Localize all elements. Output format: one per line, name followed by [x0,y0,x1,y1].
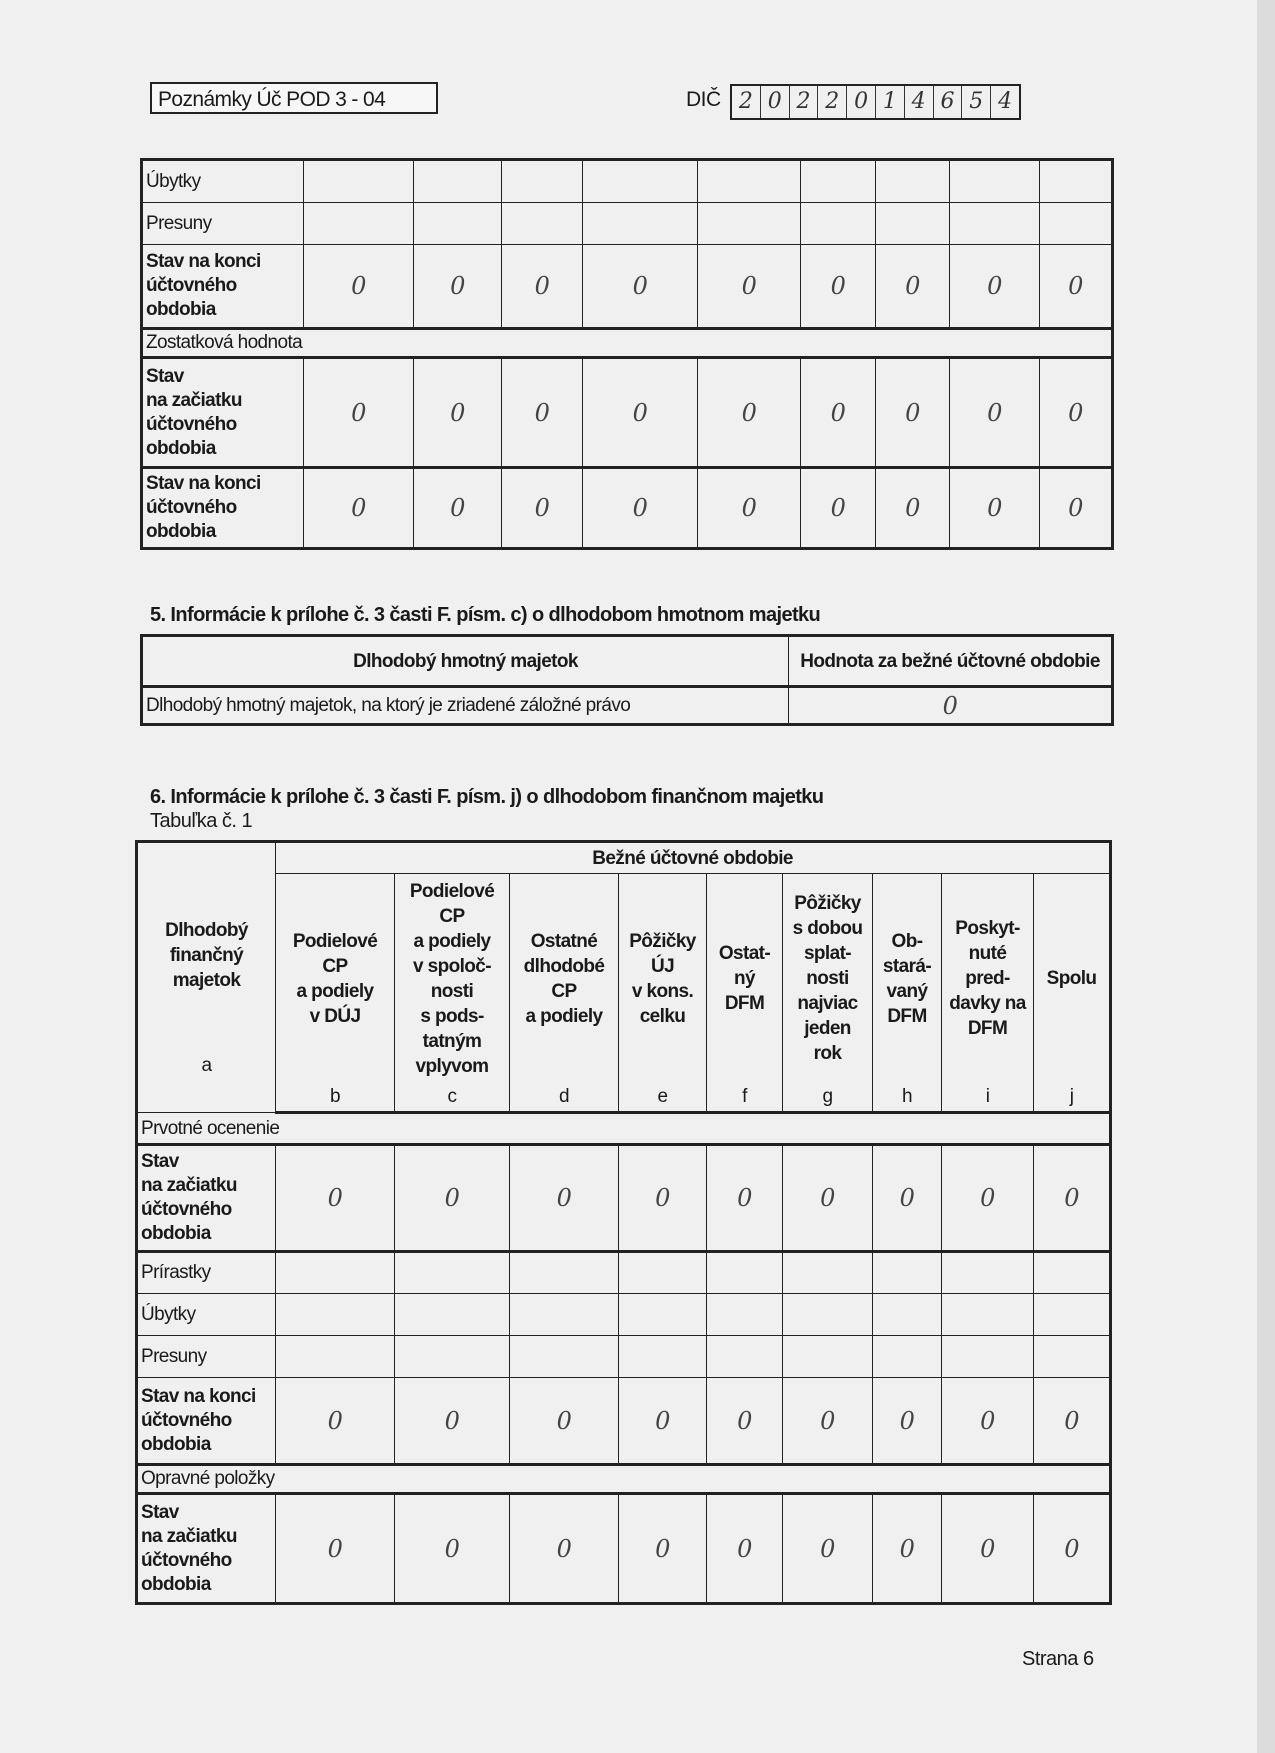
row-label: Prírastky [137,1252,276,1294]
scan-edge [1257,0,1275,1753]
value-cell[interactable] [304,203,414,245]
row-label-pledged-assets: Dlhodobý hmotný majetok, na ktorý je zriadené záložné právo [142,687,789,725]
value-cell[interactable] [619,1252,707,1294]
value-cell[interactable]: 0 [619,1378,707,1465]
dic-digit[interactable]: 2 [732,86,761,118]
value-cell[interactable]: 0 [502,468,583,549]
value-cell[interactable] [950,203,1040,245]
col-letter: h [873,1084,942,1113]
row-label: Stav na konci účtovného obdobia [142,468,304,549]
dic-digit[interactable]: 2 [818,86,847,118]
value-cell[interactable] [1040,160,1113,203]
value-cell[interactable] [395,1336,510,1378]
value-cell[interactable]: 0 [414,245,502,329]
row-label: Úbytky [137,1294,276,1336]
dic-field[interactable] [730,84,1021,120]
value-cell[interactable] [414,160,502,203]
value-cell[interactable] [783,1294,873,1336]
value-cell[interactable]: 0 [1034,1145,1111,1252]
value-cell[interactable] [942,1294,1034,1336]
table-row [137,1113,1111,1145]
value-cell[interactable]: 0 [304,245,414,329]
value-cell[interactable] [583,203,698,245]
value-cell[interactable]: 0 [783,1494,873,1604]
row-label: Stav na začiatku účtovného obdobia [142,358,304,468]
value-cell[interactable]: 0 [873,1378,942,1465]
value-cell[interactable]: 0 [707,1378,783,1465]
value-cell[interactable]: 0 [502,245,583,329]
row-label: Prvotné ocenenie [137,1113,1111,1145]
col-letter: g [783,1084,873,1113]
col-letter: e [619,1084,707,1113]
value-cell[interactable]: 0 [942,1145,1034,1252]
value-cell[interactable]: 0 [707,1494,783,1604]
value-cell[interactable]: 0 [395,1494,510,1604]
value-cell[interactable]: 0 [801,358,876,468]
col-header-tangible-assets: Dlhodobý hmotný majetok [142,636,789,687]
row-label: Stav na začiatku účtovného obdobia [137,1494,276,1604]
value-cell[interactable]: 0 [876,468,950,549]
table-row [137,1336,1111,1378]
table-row [137,1465,1111,1494]
value-cell[interactable]: 0 [698,245,801,329]
value-cell[interactable] [619,1336,707,1378]
table-row [137,1145,1111,1252]
dic-digit[interactable]: 2 [790,86,819,118]
dic-digit[interactable]: 0 [761,86,790,118]
row-label: Úbytky [142,160,304,203]
value-cell[interactable]: 0 [510,1145,619,1252]
section-5-title: 5. Informácie k prílohe č. 3 časti F. písm. c) o dlhodobom hmotnom majetku [150,604,821,626]
table-row [142,468,1113,549]
value-cell[interactable] [502,160,583,203]
value-cell[interactable] [510,1252,619,1294]
value-cell[interactable]: 0 [783,1145,873,1252]
row-label: Presuny [137,1336,276,1378]
value-cell[interactable] [873,1252,942,1294]
value-cell[interactable]: 0 [619,1494,707,1604]
col-header: Poskyt- nuté pred- davky na DFM [942,874,1034,1084]
value-cell[interactable]: 0 [304,468,414,549]
dic-digit[interactable]: 1 [876,86,905,118]
table-row [142,203,1113,245]
value-cell[interactable]: 0 [414,468,502,549]
value-cell[interactable] [276,1336,395,1378]
value-cell[interactable]: 0 [1040,245,1113,329]
row-label: Stav na začiatku účtovného obdobia [137,1145,276,1252]
value-cell[interactable] [698,203,801,245]
row-label: Stav na konci účtovného obdobia [137,1378,276,1465]
form-label-box: Poznámky Úč POD 3 - 04 [150,82,438,114]
value-cell[interactable]: 0 [698,358,801,468]
value-cell[interactable] [1040,203,1113,245]
table-caption: Tabuľka č. 1 [150,810,253,832]
value-cell[interactable] [510,1294,619,1336]
value-cell[interactable] [707,1336,783,1378]
dic-digit[interactable]: 4 [998,89,1013,114]
value-cell[interactable]: 0 [707,1145,783,1252]
value-cell[interactable]: 0 [1034,1494,1111,1604]
value-cell[interactable] [950,160,1040,203]
value-cell[interactable]: 0 [304,358,414,468]
value-cell[interactable]: 0 [1040,358,1113,468]
financial-assets-table [135,840,1112,1605]
value-cell[interactable]: 0 [502,358,583,468]
row-label: Opravné položky [137,1465,1111,1494]
header-row [137,874,1111,1084]
value-cell[interactable]: 0 [1040,468,1113,549]
dic-label: DIČ [686,88,721,111]
col-header: Ostat- ný DFM [707,874,783,1084]
col-letter: f [707,1084,783,1113]
col-header-current-period-value: Hodnota za bežné účtovné obdobie [789,636,1113,687]
value-cell[interactable]: 0 [276,1494,395,1604]
col-header: Pôžičky s dobou splat- nosti najviac jeden rok [783,874,873,1084]
value-cell[interactable] [395,1252,510,1294]
value-cell[interactable] [801,203,876,245]
col-letter: j [1034,1084,1111,1113]
value-cell[interactable]: 0 [873,1494,942,1604]
value-cell[interactable]: 0 [510,1378,619,1465]
col-header-a [137,842,276,1113]
col-header: Podielové CP a podiely v DÚJ [276,874,395,1084]
table-row [137,1294,1111,1336]
value-cell[interactable] [1034,1336,1111,1378]
value-cell[interactable]: 0 [950,358,1040,468]
value-cell[interactable] [1034,1252,1111,1294]
value-cell[interactable] [1034,1294,1111,1336]
dic-digit[interactable]: 0 [847,86,876,118]
value-cell[interactable] [304,160,414,203]
dic-digit[interactable]: 6 [934,86,963,118]
value-cell[interactable]: 0 [414,358,502,468]
value-cell[interactable]: 0 [395,1145,510,1252]
table-row [137,1252,1111,1294]
value-cell[interactable] [873,1336,942,1378]
value-cell[interactable]: 0 [276,1378,395,1465]
value-cell[interactable]: 0 [801,468,876,549]
value-cell[interactable]: 0 [876,358,950,468]
col-letter: i [942,1084,1034,1113]
value-cell[interactable] [510,1336,619,1378]
value-cell[interactable] [276,1294,395,1336]
tangible-assets-pledge-table [140,634,1114,726]
value-cell[interactable] [502,203,583,245]
col-header: Spolu [1034,874,1111,1084]
dic-digit[interactable]: 4 [905,86,934,118]
value-cell[interactable]: 0 [698,468,801,549]
col-header: Pôžičky ÚJ v kons. celku [619,874,707,1084]
header-row [137,842,1111,874]
value-cell[interactable] [414,203,502,245]
value-cell[interactable] [707,1252,783,1294]
col-header-label: Dlhodobý finančný majetok [165,919,248,991]
col-letter: b [276,1084,395,1113]
table-row [137,1378,1111,1465]
value-cell[interactable] [942,1336,1034,1378]
col-header: Ostatné dlhodobé CP a podiely [510,874,619,1084]
value-cell[interactable]: 0 [801,245,876,329]
row-label: Stav na konci účtovného obdobia [142,245,304,329]
value-cell[interactable] [801,160,876,203]
value-cell[interactable]: 0 [950,245,1040,329]
value-cell[interactable]: 0 [276,1145,395,1252]
value-cell[interactable] [583,160,698,203]
table-row [142,358,1113,468]
letter-row [137,1084,1111,1113]
table-row [142,245,1113,329]
value-cell[interactable]: 0 [583,245,698,329]
section-6-title: 6. Informácie k prílohe č. 3 časti F. písm. j) o dlhodobom finančnom majetku [150,786,824,808]
pledged-assets-value[interactable]: 0 [789,687,1113,725]
page-number: Strana 6 [1022,1648,1094,1670]
value-cell[interactable]: 0 [876,245,950,329]
value-cell[interactable]: 0 [942,1378,1034,1465]
value-cell[interactable] [942,1252,1034,1294]
value-cell[interactable] [783,1336,873,1378]
col-letter: d [510,1084,619,1113]
value-cell[interactable] [873,1294,942,1336]
col-letter: c [395,1084,510,1113]
value-cell[interactable]: 0 [583,358,698,468]
value-cell[interactable]: 0 [510,1494,619,1604]
value-cell[interactable] [395,1294,510,1336]
value-cell[interactable] [698,160,801,203]
fixed-assets-continuation-table [140,158,1114,550]
group-header-current-period: Bežné účtovné obdobie [276,842,1111,874]
value-cell[interactable] [876,203,950,245]
value-cell[interactable]: 0 [395,1378,510,1465]
col-header: Ob- stará- vaný DFM [873,874,942,1084]
value-cell[interactable]: 0 [873,1145,942,1252]
table-row [137,1494,1111,1604]
value-cell[interactable] [619,1294,707,1336]
table-row [142,160,1113,203]
value-cell[interactable]: 0 [619,1145,707,1252]
value-cell[interactable]: 0 [583,468,698,549]
value-cell[interactable] [876,160,950,203]
value-cell[interactable]: 0 [783,1378,873,1465]
col-header: Podielové CP a podiely v spoloč- nosti s pods- tatným vplyvom [395,874,510,1084]
value-cell[interactable] [276,1252,395,1294]
value-cell[interactable]: 0 [942,1494,1034,1604]
value-cell[interactable]: 0 [950,468,1040,549]
table-row [142,329,1113,358]
dic-digit[interactable]: 5 [962,86,991,118]
row-label: Presuny [142,203,304,245]
row-label: Zostatková hodnota [142,329,1113,358]
value-cell[interactable]: 0 [1034,1378,1111,1465]
value-cell[interactable] [783,1252,873,1294]
value-cell[interactable] [707,1294,783,1336]
col-letter: a [201,1054,212,1076]
